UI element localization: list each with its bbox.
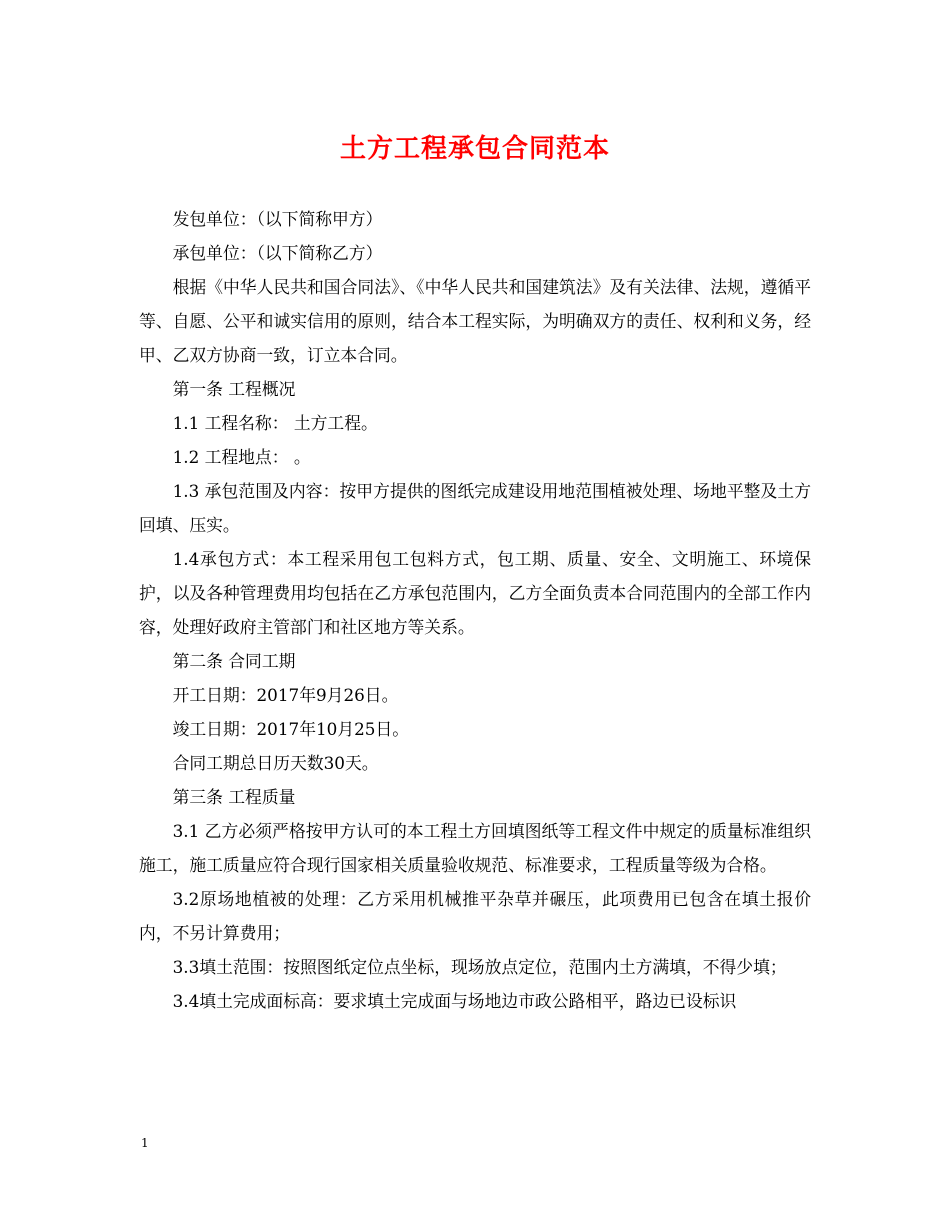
clause-1-3: 1.3 承包范围及内容：按甲方提供的图纸完成建设用地范围植被处理、场地平整及土方回填、压实。 (139, 481, 811, 535)
article-2-heading: 第二条 合同工期 (172, 651, 296, 671)
document-title: 土方工程承包合同范本 (339, 134, 610, 164)
clause-3-3: 3.3填土范围：按照图纸定位点坐标，现场放点定位，范围内土方满填，不得少填； (172, 957, 787, 977)
article-3-heading: 第三条 工程质量 (172, 787, 296, 807)
paragraph-preamble: 根据《中华人民共和国合同法》、《中华人民共和国建筑法》及有关法律、法规，遵循平等、自愿、公平和诚实信用的原则，结合本工程实际，为明确双方的责任、权利和义务，经甲、乙双方协商一致，订立本合同。 (139, 277, 811, 365)
clause-3-1: 3.1 乙方必须严格按甲方认可的本工程土方回填图纸等工程文件中规定的质量标准组织施工，施工质量应符合现行国家相关质量验收规范、标准要求，工程质量等级为合格。 (139, 821, 811, 875)
clause-1-1: 1.1 工程名称： 土方工程。 (172, 413, 378, 433)
clause-3-4: 3.4填土完成面标高：要求填土完成面与场地边市政公路相平，路边已设标识 (172, 991, 737, 1011)
paragraph-contractor: 承包单位：（以下简称乙方） (172, 243, 383, 263)
paragraph-issuer: 发包单位：（以下简称甲方） (172, 209, 383, 229)
article-1-heading: 第一条 工程概况 (172, 379, 296, 399)
clause-1-4: 1.4承包方式：本工程采用包工包料方式，包工期、质量、安全、文明施工、环境保护，以及各种管理费用均包括在乙方承包范围内，乙方全面负责本合同范围内的全部工作内容，处理好政府主管部门和社区地方等关系。 (139, 549, 811, 637)
total-duration: 合同工期总日历天数30天。 (172, 753, 379, 773)
document-body (139, 202, 811, 1018)
completion-date: 竣工日期：2017年10月25日。 (172, 719, 410, 739)
clause-1-2: 1.2 工程地点： 。 (172, 447, 311, 467)
page-number: 1 (141, 1136, 149, 1150)
clause-3-2: 3.2原场地植被的处理：乙方采用机械推平杂草并碾压，此项费用已包含在填土报价内，不另计算费用； (139, 889, 811, 943)
start-date: 开工日期：2017年9月26日。 (172, 685, 399, 705)
